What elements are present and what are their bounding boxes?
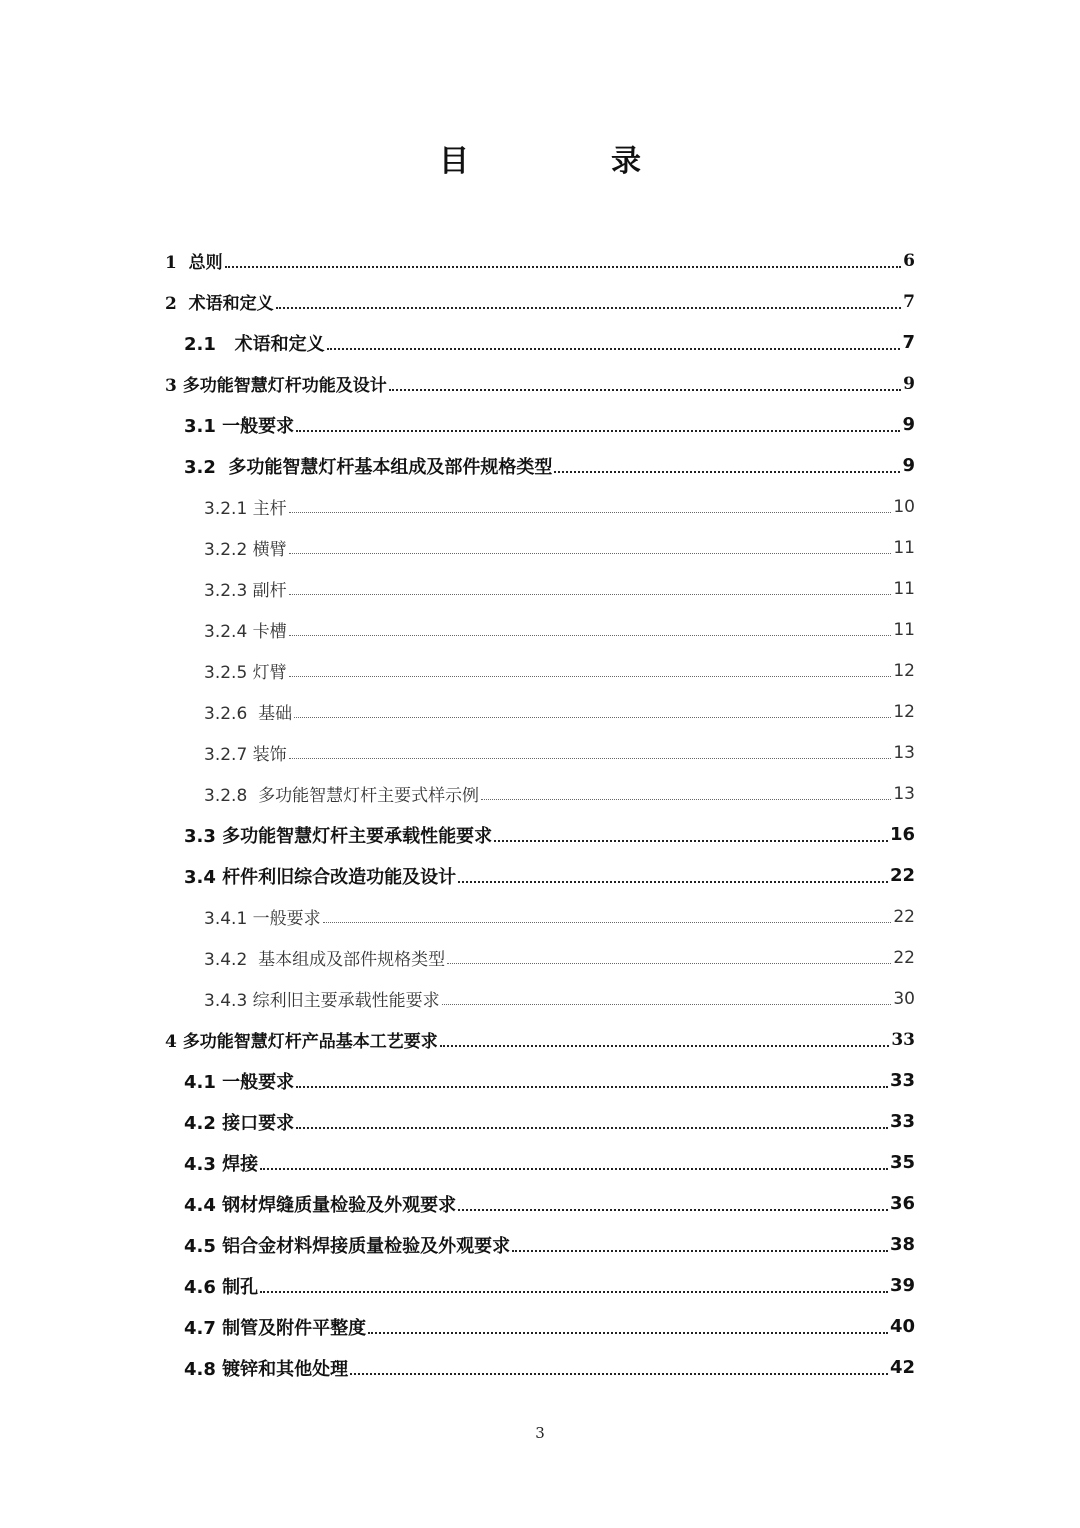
toc-entry[interactable]	[0, 855, 1080, 896]
toc-entry-label: 3.2.3 副杆	[204, 581, 287, 601]
toc-entry-page: 9	[902, 455, 915, 476]
dot-leader	[289, 676, 892, 677]
dot-leader	[350, 1373, 888, 1375]
toc-entry-label: 4.5 铝合金材料焊接质量检验及外观要求	[184, 1235, 511, 1257]
dot-leader	[327, 348, 901, 350]
toc-entry-label: 4.2 接口要求	[184, 1112, 295, 1134]
toc-entry-page: 39	[889, 1275, 915, 1296]
toc-entry-label: 4.4 钢材焊缝质量检验及外观要求	[184, 1194, 457, 1216]
toc-entry[interactable]	[0, 1019, 1080, 1060]
dot-leader	[440, 1045, 890, 1047]
toc-entry-label: 1 总则	[165, 253, 223, 273]
toc-entry-label: 4.1 一般要求	[184, 1071, 295, 1093]
toc-entry-label: 3.4.3 综利旧主要承载性能要求	[204, 991, 440, 1011]
dot-leader	[276, 307, 901, 309]
toc-entry-page: 33	[891, 1029, 915, 1050]
dot-leader	[289, 758, 892, 759]
toc-entry[interactable]	[0, 322, 1080, 363]
toc-entry-label: 4.7 制管及附件平整度	[184, 1317, 367, 1339]
toc-entry-page: 40	[889, 1316, 915, 1337]
dot-leader	[512, 1250, 888, 1252]
toc-entry-page: 33	[889, 1070, 915, 1091]
toc-entry-page: 7	[902, 332, 915, 353]
toc-entry-label: 3.4 杆件利旧综合改造功能及设计	[184, 866, 457, 888]
toc-entry-page: 38	[889, 1234, 915, 1255]
dot-leader	[296, 430, 900, 432]
dot-leader	[289, 594, 892, 595]
toc-entry-label: 4.8 镀锌和其他处理	[184, 1358, 349, 1380]
toc-entry-page: 30	[893, 988, 915, 1009]
toc-entry-page: 11	[893, 537, 915, 558]
toc-entry-label: 3.2 多功能智慧灯杆基本组成及部件规格类型	[184, 456, 553, 478]
toc-entry[interactable]	[0, 1347, 1080, 1388]
dot-leader	[389, 389, 901, 391]
toc-entry-label: 4.6 制孔	[184, 1276, 259, 1298]
toc-entry[interactable]	[0, 650, 1080, 691]
toc-entry-label: 2.1 术语和定义	[184, 333, 325, 355]
toc-entry[interactable]	[0, 773, 1080, 814]
toc-entry[interactable]	[0, 732, 1080, 773]
toc-entry-page: 22	[893, 906, 915, 927]
toc-entry[interactable]	[0, 445, 1080, 486]
dot-leader	[458, 1209, 888, 1211]
toc-entry-page: 10	[893, 496, 915, 517]
toc-entry-label: 4 多功能智慧灯杆产品基本工艺要求	[165, 1032, 438, 1052]
toc-entry[interactable]	[0, 1224, 1080, 1265]
toc-entry-page: 9	[902, 414, 915, 435]
toc-entry[interactable]	[0, 1183, 1080, 1224]
dot-leader	[294, 717, 891, 718]
toc-entry-label: 3.3 多功能智慧灯杆主要承载性能要求	[184, 825, 493, 847]
dot-leader	[296, 1127, 888, 1129]
toc-entry-page: 13	[893, 742, 915, 763]
toc-entry[interactable]	[0, 486, 1080, 527]
toc-entry-page: 11	[893, 619, 915, 640]
dot-leader	[225, 266, 901, 268]
toc-entry-page: 16	[889, 824, 915, 845]
dot-leader	[260, 1168, 888, 1170]
toc-entry[interactable]	[0, 814, 1080, 855]
dot-leader	[323, 922, 892, 923]
toc-entry-page: 12	[893, 701, 915, 722]
toc-entry-label: 3.4.2 基本组成及部件规格类型	[204, 950, 446, 970]
toc-entry[interactable]	[0, 978, 1080, 1019]
toc-entry-label: 3.2.4 卡槽	[204, 622, 287, 642]
toc-entry-label: 3.4.1 一般要求	[204, 909, 321, 929]
toc-entry-page: 36	[889, 1193, 915, 1214]
toc-entry[interactable]	[0, 1101, 1080, 1142]
toc-entry-label: 3.1 一般要求	[184, 415, 295, 437]
dot-leader	[296, 1086, 888, 1088]
toc-entry-label: 3.2.2 横臂	[204, 540, 287, 560]
dot-leader	[368, 1332, 888, 1334]
toc-entry[interactable]	[0, 1306, 1080, 1347]
dot-leader	[289, 512, 892, 513]
toc-entry-page: 35	[889, 1152, 915, 1173]
toc-entry-page: 9	[903, 373, 915, 394]
toc-entry-label: 2 术语和定义	[165, 294, 274, 314]
toc-entry-label: 3.2.5 灯臂	[204, 663, 287, 683]
toc-entry[interactable]	[0, 363, 1080, 404]
toc-entry-label: 3.2.6 基础	[204, 704, 293, 724]
dot-leader	[442, 1004, 892, 1005]
toc-entry[interactable]	[0, 281, 1080, 322]
toc-entry-page: 22	[893, 947, 915, 968]
toc-entry[interactable]	[0, 1265, 1080, 1306]
table-of-contents	[0, 240, 1080, 1388]
page-title: 目 录	[439, 144, 697, 179]
toc-entry-page: 11	[893, 578, 915, 599]
toc-entry[interactable]	[0, 568, 1080, 609]
toc-entry-page: 33	[889, 1111, 915, 1132]
toc-entry[interactable]	[0, 404, 1080, 445]
page-number: 3	[535, 1424, 545, 1442]
dot-leader	[447, 963, 891, 964]
toc-entry[interactable]	[0, 1060, 1080, 1101]
toc-entry[interactable]	[0, 937, 1080, 978]
dot-leader	[494, 840, 888, 842]
toc-entry[interactable]	[0, 527, 1080, 568]
toc-entry-label: 3 多功能智慧灯杆功能及设计	[165, 376, 387, 396]
toc-entry[interactable]	[0, 609, 1080, 650]
toc-entry[interactable]	[0, 1142, 1080, 1183]
toc-entry-label: 3.2.1 主杆	[204, 499, 287, 519]
toc-entry[interactable]	[0, 691, 1080, 732]
dot-leader	[481, 799, 891, 800]
toc-entry-page: 42	[889, 1357, 915, 1378]
toc-entry-page: 6	[903, 250, 915, 271]
toc-entry-page: 22	[889, 865, 915, 886]
dot-leader	[289, 635, 892, 636]
dot-leader	[458, 881, 888, 883]
toc-entry-label: 3.2.7 装饰	[204, 745, 287, 765]
toc-entry-label: 4.3 焊接	[184, 1153, 259, 1175]
toc-entry-label: 3.2.8 多功能智慧灯杆主要式样示例	[204, 786, 480, 806]
toc-entry[interactable]	[0, 896, 1080, 937]
toc-entry-page: 7	[903, 291, 915, 312]
toc-entry-page: 12	[893, 660, 915, 681]
toc-entry-page: 13	[893, 783, 915, 804]
dot-leader	[554, 471, 900, 473]
dot-leader	[260, 1291, 888, 1293]
dot-leader	[289, 553, 892, 554]
toc-entry[interactable]	[0, 240, 1080, 281]
